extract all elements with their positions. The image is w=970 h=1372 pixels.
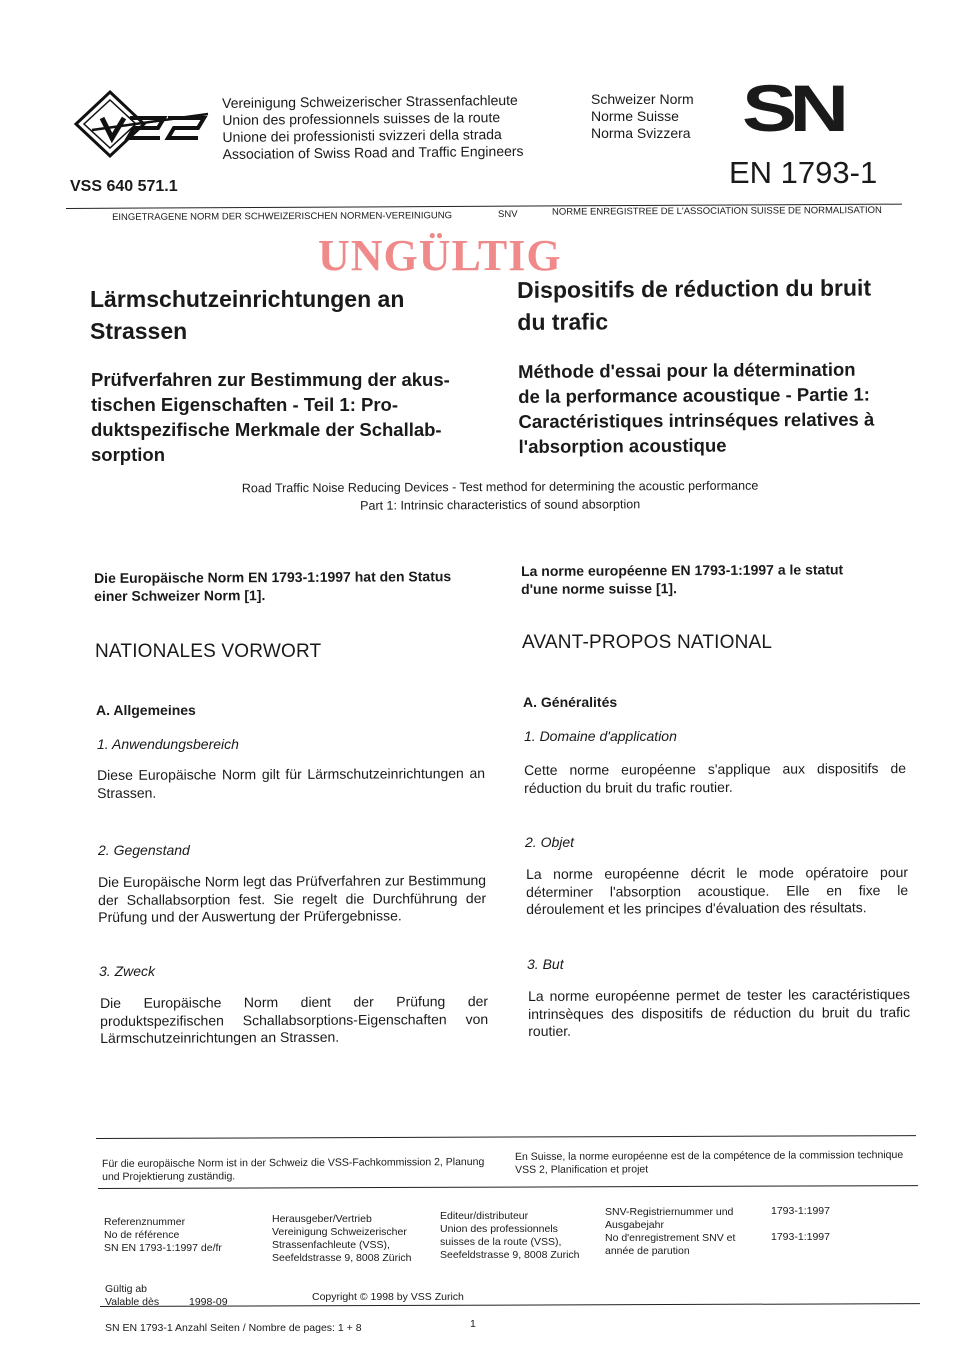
snv-value: 1793-1:1997 [771, 1205, 830, 1217]
page-number: 1 [470, 1318, 476, 1330]
org-name-en: Association of Swiss Road and Traffic Engineers [222, 142, 524, 162]
editor-line: Union des professionnels [440, 1223, 558, 1235]
vss-logo [72, 88, 212, 160]
editor-line: suisses de la route (VSS), [440, 1236, 562, 1248]
norm-lang-fr: Norme Suisse [591, 108, 679, 124]
subtitle-de-line: Prüfverfahren zur Bestimmung der akus- [91, 369, 450, 390]
footer-rule-mid [98, 1185, 918, 1189]
item-heading-fr: 3. But [527, 956, 564, 972]
vss-number: VSS 640 571.1 [70, 178, 178, 195]
status-fr: La norme européenne EN 1793-1:1997 a le statut d'une norme suisse [1]. [521, 561, 844, 597]
title-en-line: Road Traffic Noise Reducing Devices - Test method for determining the acoustic performance [241, 478, 759, 496]
publisher-label: Herausgeber/Vertrieb [272, 1213, 372, 1225]
registered-de: EINGETRAGENE NORM DER SCHWEIZERISCHEN NORMEN-VEREINIGUNG [112, 210, 452, 223]
publisher-line: Vereinigung Schweizerischer [272, 1226, 407, 1238]
reference-value: SN EN 1793-1:1997 de/fr [104, 1242, 222, 1254]
subtitle-fr-line: de la performance acoustique - Partie 1: [518, 383, 870, 407]
reference-label-de: Referenznummer [104, 1216, 186, 1228]
foreword-title-fr: AVANT-PROPOS NATIONAL [522, 632, 773, 653]
subtitle-fr-line: Méthode d'essai pour la détermination [518, 358, 856, 382]
subtitle-de-line: sorption [91, 444, 165, 465]
org-names [222, 92, 524, 163]
status-de: Die Europäische Norm EN 1793-1:1997 hat den Status einer Schweizer Norm [1]. [94, 568, 452, 604]
en-number: EN 1793-1 [729, 155, 878, 190]
item-heading-de: 2. Gegenstand [98, 842, 190, 858]
invalid-stamp: UNGÜLTIG [318, 231, 562, 280]
org-name-de: Vereinigung Schweizerischer Strassenfachleute [222, 91, 518, 111]
title-fr [517, 272, 871, 338]
section-a-fr: A. Généralités [523, 694, 618, 710]
valid-date: 1998-09 [189, 1296, 228, 1308]
sn-logo: SN [742, 71, 842, 145]
snv-reg-fr: No d'enregistrement SNV et [605, 1232, 736, 1244]
snv-registration-block [605, 1206, 735, 1258]
subtitle-de [91, 367, 450, 467]
item-text-fr: La norme européenne permet de tester les caractéristiques intrinsèques des dispositifs de réduction du bruit du trafic routier. [528, 985, 911, 1039]
section-a-de: A. Allgemeines [96, 702, 196, 718]
norm-lang-de: Schweizer Norm [591, 91, 694, 107]
subtitle-fr-line: l'absorption acoustique [518, 434, 727, 457]
org-name-it: Unione dei professionisti svizzeri della strada [222, 126, 502, 145]
snv-reg-fr: année de parution [605, 1245, 690, 1257]
publisher-line: Seefeldstrasse 9, 8008 Zürich [272, 1252, 412, 1264]
snv-value: 1793-1:1997 [771, 1231, 830, 1243]
item-heading-de: 3. Zweck [99, 963, 156, 979]
publisher-line: Strassenfachleute (VSS), [272, 1239, 390, 1251]
editor-block [440, 1210, 580, 1262]
title-de-line: Strassen [90, 318, 188, 344]
title-de [90, 283, 404, 347]
subtitle-fr [518, 357, 874, 459]
editor-label: Editeur/distributeur [440, 1210, 529, 1222]
item-text-de: Die Europäische Norm legt das Prüfverfahren zur Bestimmung der Schallabsorption fest. Sie regelt die Durchführung der Prüfung und der Auswertung der Prüfergebnisse. [98, 871, 487, 925]
commission-fr: En Suisse, la norme européenne est de la compétence de la commission technique VSS 2, Planification et projet [515, 1148, 904, 1176]
editor-line: Seefeldstrasse 9, 8008 Zurich [440, 1249, 580, 1261]
snv-reg-de: Ausgabejahr [605, 1219, 664, 1231]
item-text-de: Die Europäische Norm dient der Prüfung der produktspezifischen Schallabsorptions-Eigenschaften von Lärmschutzeinrichtungen an Strassen. [100, 992, 489, 1046]
valid-label-fr: Valable dès [105, 1296, 160, 1308]
footer-rule-top [96, 1135, 916, 1139]
subtitle-fr-line: Caractéristiques intrinséques relatives à [518, 408, 875, 432]
title-en [150, 476, 850, 516]
title-fr-line: Dispositifs de réduction du bruit [517, 274, 872, 303]
reference-label-fr: No de référence [104, 1229, 180, 1241]
item-text-fr: La norme européenne décrit le mode opératoire pour déterminer l'absorption acoustique. Elle en fixe le déroulement et les principes d'évaluation des résultats. [526, 863, 909, 917]
title-de-line: Lärmschutzeinrichtungen an [90, 286, 405, 312]
reference-block [104, 1216, 222, 1255]
item-heading-fr: 1. Domaine d'application [524, 728, 677, 744]
title-fr-line: du trafic [517, 308, 609, 335]
title-en-line: Part 1: Intrinsic characteristics of sound absorption [360, 497, 641, 513]
subtitle-de-line: tischen Eigenschaften - Teil 1: Pro- [91, 394, 399, 415]
item-heading-fr: 2. Objet [525, 834, 575, 850]
registered-fr: NORME ENREGISTREE DE L'ASSOCIATION SUISSE DE NORMALISATION [551, 204, 882, 218]
org-name-fr: Union des professionnels suisses de la route [222, 109, 501, 128]
norm-languages [591, 91, 694, 142]
item-text-fr: Cette norme européenne s'applique aux dispositifs de réduction du bruit du trafic routier. [524, 759, 907, 796]
registered-snv: SNV [498, 208, 518, 220]
subtitle-de-line: duktspezifische Merkmale der Schallab- [91, 419, 442, 440]
valid-label-de: Gültig ab [105, 1283, 148, 1295]
foreword-title-de: NATIONALES VORWORT [95, 641, 322, 662]
item-heading-de: 1. Anwendungsbereich [97, 736, 239, 752]
commission-de: Für die europäische Norm ist in der Schweiz die VSS-Fachkommission 2, Planung und Projektierung zuständig. [102, 1155, 485, 1183]
item-text-de: Diese Europäische Norm gilt für Lärmschutzeinrichtungen an Strassen. [97, 764, 486, 801]
publisher-block [272, 1213, 412, 1265]
copyright: Copyright © 1998 by VSS Zurich [312, 1291, 464, 1303]
norm-lang-it: Norma Svizzera [591, 125, 691, 141]
page-count: SN EN 1793-1 Anzahl Seiten / Nombre de pages: 1 + 8 [105, 1322, 362, 1334]
snv-reg-de: SNV-Registriernummer und [605, 1206, 734, 1218]
